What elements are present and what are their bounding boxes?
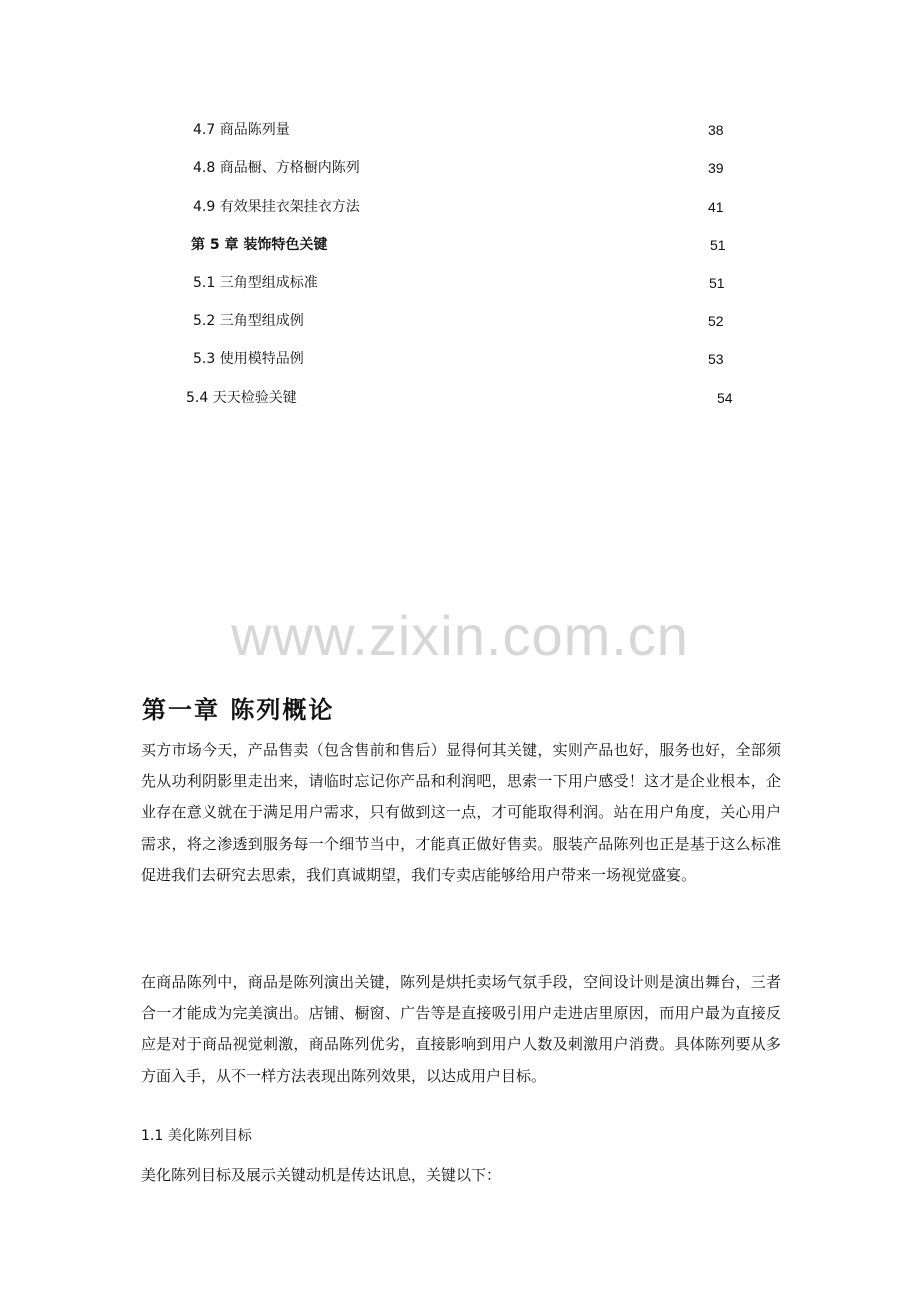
- toc-entry-title: 5.3 使用模特品例: [193, 351, 304, 367]
- toc-entry-title: 5.4 天天检验关键: [186, 390, 297, 406]
- toc-entry[interactable]: [193, 118, 733, 142]
- toc-entry-page: 53: [708, 351, 724, 367]
- toc-entry-title: 5.2 三角型组成例: [193, 313, 304, 329]
- toc-chapter-entry[interactable]: [191, 233, 736, 257]
- toc-entry-page: 51: [709, 275, 725, 291]
- chapter-heading: 第一章 陈列概论: [142, 696, 335, 724]
- section-heading: 1.1 美化陈列目标: [141, 1128, 252, 1144]
- toc-entry[interactable]: [193, 309, 733, 333]
- toc-entry-page: 51: [710, 237, 726, 253]
- toc-entry-title: 5.1 三角型组成标准: [193, 275, 318, 291]
- toc-entry-page: 38: [708, 122, 724, 138]
- toc-entry[interactable]: [193, 156, 733, 180]
- toc-entry-title: 4.9 有效果挂衣架挂衣方法: [193, 199, 360, 215]
- toc-entry-page: 52: [708, 313, 724, 329]
- body-paragraph: 买方市场今天，产品售卖（包含售前和售后）显得何其关键，实则产品也好，服务也好，全部须先从功利阴影里走出来，请临时忘记你产品和利润吧，思索一下用户感受！这才是企业根本，企业存在意义就在于满足用户需求，只有做到这一点，才可能取得利润。站在用户角度，关心用户需求，将之渗透到服务每一个细节当中，才能真正做好售卖。服装产品陈列也正是基于这么标准促进我们去研究去思索，我们真诚期望，我们专卖店能够给用户带来一场视觉盛宴。: [141, 741, 781, 884]
- toc-entry[interactable]: [186, 386, 746, 410]
- toc-entry[interactable]: [193, 271, 733, 295]
- toc-entry-title: 4.7 商品陈列量: [193, 122, 290, 138]
- toc-entry-page: 39: [708, 160, 724, 176]
- toc-entry-page: 54: [717, 390, 733, 406]
- toc-entry-title: 4.8 商品橱、方格橱内陈列: [193, 160, 360, 176]
- toc-entry[interactable]: [193, 347, 733, 371]
- toc-entry[interactable]: [193, 195, 733, 219]
- section-paragraph: 美化陈列目标及展示关键动机是传达讯息，关键以下：: [141, 1166, 502, 1184]
- toc-entry-page: 41: [708, 199, 724, 215]
- watermark: www.zixin.com.cn: [231, 604, 689, 667]
- body-paragraph: 在商品陈列中，商品是陈列演出关键，陈列是烘托卖场气氛手段，空间设计则是演出舞台，三者合一才能成为完美演出。店铺、橱窗、广告等是直接吸引用户走进店里原因，而用户最为直接反应是对于商品视觉刺激，商品陈列优劣，直接影响到用户人数及刺激用户消费。具体陈列要从多方面入手，从不一样方法表现出陈列效果，以达成用户目标。: [141, 973, 781, 1085]
- toc-entry-title: 第 5 章 装饰特色关键: [191, 237, 328, 253]
